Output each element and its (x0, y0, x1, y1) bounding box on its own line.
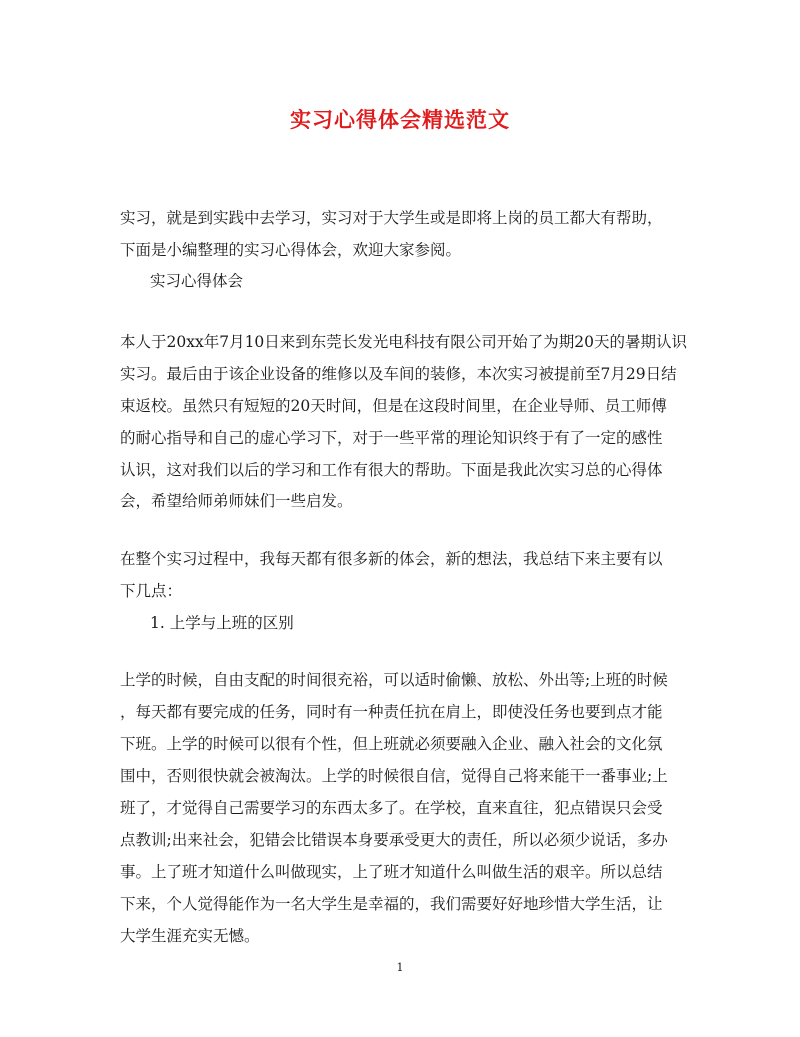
section-heading: 1. 上学与上班的区别 (150, 614, 294, 632)
paragraph-line: 大学生涯充实无憾。 (120, 927, 260, 945)
paragraph-line: 在整个实习过程中，我每天都有很多新的体会，新的想法，我总结下来主要有以 (120, 550, 663, 568)
paragraph-line: 下班。上学的时候可以很有个性，但上班就必须要融入企业、融入社会的文化氛 (120, 735, 663, 753)
page-number: 1 (396, 961, 404, 974)
paragraph-line: 点教训;出来社会，犯错会比错误本身要承受更大的责任，所以必须少说话，多办 (120, 831, 668, 849)
paragraph-line: 实习。最后由于该企业设备的维修以及车间的装修，本次实习被提前至7月29日结 (120, 365, 677, 383)
paragraph-line: 束返校。虽然只有短短的20天时间，但是在这段时间里，在企业导师、员工师傅 (120, 397, 667, 415)
intro-line: 实习，就是到实践中去学习，实习对于大学生或是即将上岗的员工都大有帮助， (120, 209, 663, 227)
paragraph-line: 认识，这对我们以后的学习和工作有很大的帮助。下面是我此次实习总的心得体 (120, 461, 663, 479)
paragraph-line: 的耐心指导和自己的虚心学习下，对于一些平常的理论知识终于有了一定的感性 (120, 429, 663, 447)
paragraph-line: ，每天都有要完成的任务，同时有一种责任抗在肩上，即使没任务也要到点才能 (120, 703, 663, 721)
paragraph-line: 会，希望给师弟师妹们一些启发。 (120, 492, 353, 510)
intro-line: 下面是小编整理的实习心得体会，欢迎大家参阅。 (120, 241, 462, 259)
paragraph-line: 围中，否则很快就会被淘汰。上学的时候很自信，觉得自己将来能干一番事业;上 (120, 767, 668, 785)
paragraph-line: 下几点： (120, 582, 183, 600)
paragraph-line: 班了，才觉得自己需要学习的东西太多了。在学校，直来直往，犯点错误只会受 (120, 799, 663, 817)
paragraph-line: 下来，个人觉得能作为一名大学生是幸福的，我们需要好好地珍惜大学生活，让 (120, 895, 663, 913)
subheading: 实习心得体会 (150, 272, 244, 290)
paragraph-line: 本人于20xx年7月10日来到东莞长发光电科技有限公司开始了为期20天的暑期认识 (120, 333, 688, 351)
document-title: 实习心得体会精选范文 (290, 107, 510, 132)
paragraph-line: 上学的时候，自由支配的时间很充裕，可以适时偷懒、放松、外出等;上班的时候 (120, 671, 668, 689)
paragraph-line: 事。上了班才知道什么叫做现实，上了班才知道什么叫做生活的艰辛。所以总结 (120, 863, 663, 881)
